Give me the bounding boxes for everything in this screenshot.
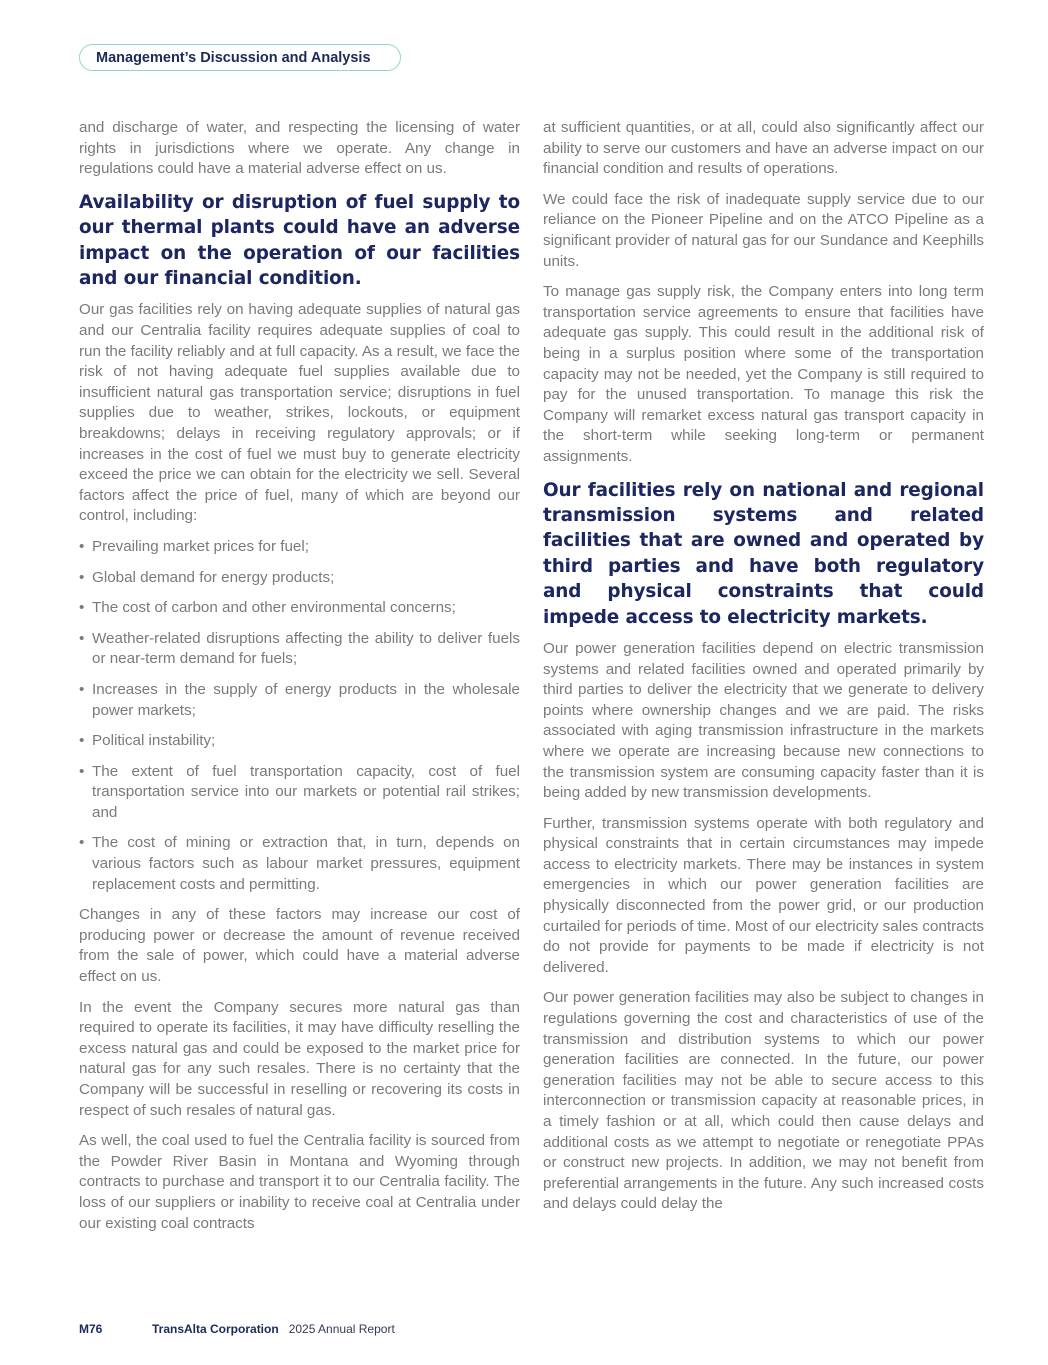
list-item: • The cost of carbon and other environmental concerns;: [79, 598, 520, 619]
list-item: • Increases in the supply of energy products in the wholesale power markets;: [79, 680, 520, 721]
list-item: • Political instability;: [79, 731, 520, 752]
company-name: TransAlta Corporation: [152, 1322, 279, 1336]
section-title: Management’s Discussion and Analysis: [96, 49, 371, 66]
list-item: • The extent of fuel transportation capacity, cost of fuel transportation service into our markets or potential rail strikes; and: [79, 762, 520, 824]
risk-heading: Availability or disruption of fuel supply to our thermal plants could have an adverse impact on the operation of our facilities and our financial condition.: [79, 191, 520, 289]
left-column: [79, 118, 520, 1244]
list-item: • The cost of mining or extraction that, in turn, depends on various factors such as labour market pressures, equipment replacement costs and permitting.: [79, 833, 520, 895]
paragraph: Further, transmission systems operate with both regulatory and physical constraints that in certain circumstances may impede access to electricity markets. There may be instances in system emergencies in which our power generation facilities are physically disconnected from the power grid, or our production curtailed for periods of time. Most of our electricity sales contracts do not provide for payments to be made if electricity is not delivered.: [543, 814, 984, 976]
list-item: • Global demand for energy products;: [79, 568, 520, 589]
paragraph: Changes in any of these factors may increase our cost of producing power or decrease the amount of revenue received from the sale of power, which could have a material adverse effect on us.: [79, 906, 520, 986]
risk-heading: Our facilities rely on national and regional transmission systems and related facilities that are owned and operated by third parties and have both regulatory and physical constraints that could impede access to electricity markets.: [543, 479, 984, 628]
paragraph: and discharge of water, and respecting the licensing of water rights in jurisdictions where we operate. Any change in regulations could have a material adverse effect on us.: [79, 119, 520, 178]
page-number: M76: [79, 1322, 103, 1336]
page-footer: [79, 1322, 395, 1336]
paragraph: In the event the Company secures more natural gas than required to operate its facilities, it may have difficulty reselling the excess natural gas and could be exposed to the market price for natural gas for any such resales. There is no certainty that the Company will be successful in reselling or recovering its costs in respect of such resales of natural gas.: [79, 998, 520, 1119]
list-item: • Weather-related disruptions affecting the ability to deliver fuels or near-term demand for fuels;: [79, 629, 520, 670]
right-column: [543, 118, 984, 1225]
bullet-list: [79, 537, 520, 895]
report-title: 2025 Annual Report: [288, 1322, 395, 1336]
paragraph: Our gas facilities rely on having adequate supplies of natural gas and our Centralia facility requires adequate supplies of coal to run the facility reliably and at full capacity. As a result, we face the risk of not having adequate fuel supplies available due to insufficient natural gas transportation service; disruptions in fuel supplies due to weather, strikes, lockouts, or equipment breakdowns; delays in receiving regulatory approvals; or if increases in the cost of fuel we must buy to generate electricity exceed the price we can obtain for the electricity we sell. Several factors affect the price of fuel, many of which are beyond our control, including:: [79, 301, 520, 525]
paragraph: Our power generation facilities depend on electric transmission systems and related facilities owned and operated primarily by third parties to deliver the electricity that we generate to delivery points where ownership changes and we are paid. The risks associated with aging transmission infrastructure in the markets where we operate are increasing because new connections to the transmission system are consuming capacity faster than it is being added by new transmission developments.: [543, 639, 984, 802]
paragraph: To manage gas supply risk, the Company enters into long term transportation service agreements to ensure that facilities have adequate gas supply. This could result in the additional risk of being in a surplus position where some of the transportation capacity may not be needed, yet the Company is still required to pay for the unused transportation. To manage this risk the Company will remarket excess natural gas transport capacity in the short-term while seeking long-term or permanent assignments.: [543, 283, 984, 465]
list-item: • Prevailing market prices for fuel;: [79, 537, 520, 558]
paragraph: As well, the coal used to fuel the Centralia facility is sourced from the Powder River Basin in Montana and Wyoming through contracts to purchase and transport it to our Centralia facility. The loss of our suppliers or inability to receive coal at Centralia under our existing coal contracts: [79, 1132, 520, 1232]
section-tag: [79, 44, 401, 71]
paragraph: Our power generation facilities may also be subject to changes in regulations governing the cost and characteristics of use of the transmission and distribution systems to which our power generation facilities are connected. In the future, our power generation facilities may not be able to secure access to this interconnection or transmission capacity at reasonable prices, in a timely fashion or at all, which could then cause delays and additional costs as we attempt to negotiate or renegotiate PPAs or construct new projects. In addition, we may not benefit from preferential arrangements in the future. Any such increased costs and delays could delay the: [543, 989, 984, 1213]
paragraph: at sufficient quantities, or at all, could also significantly affect our ability to serve our customers and have an adverse impact on our financial condition and results of operations.: [543, 119, 984, 178]
paragraph: We could face the risk of inadequate supply service due to our reliance on the Pioneer Pipeline and on the ATCO Pipeline as a significant provider of natural gas for our Sundance and Keephills units.: [543, 190, 984, 270]
